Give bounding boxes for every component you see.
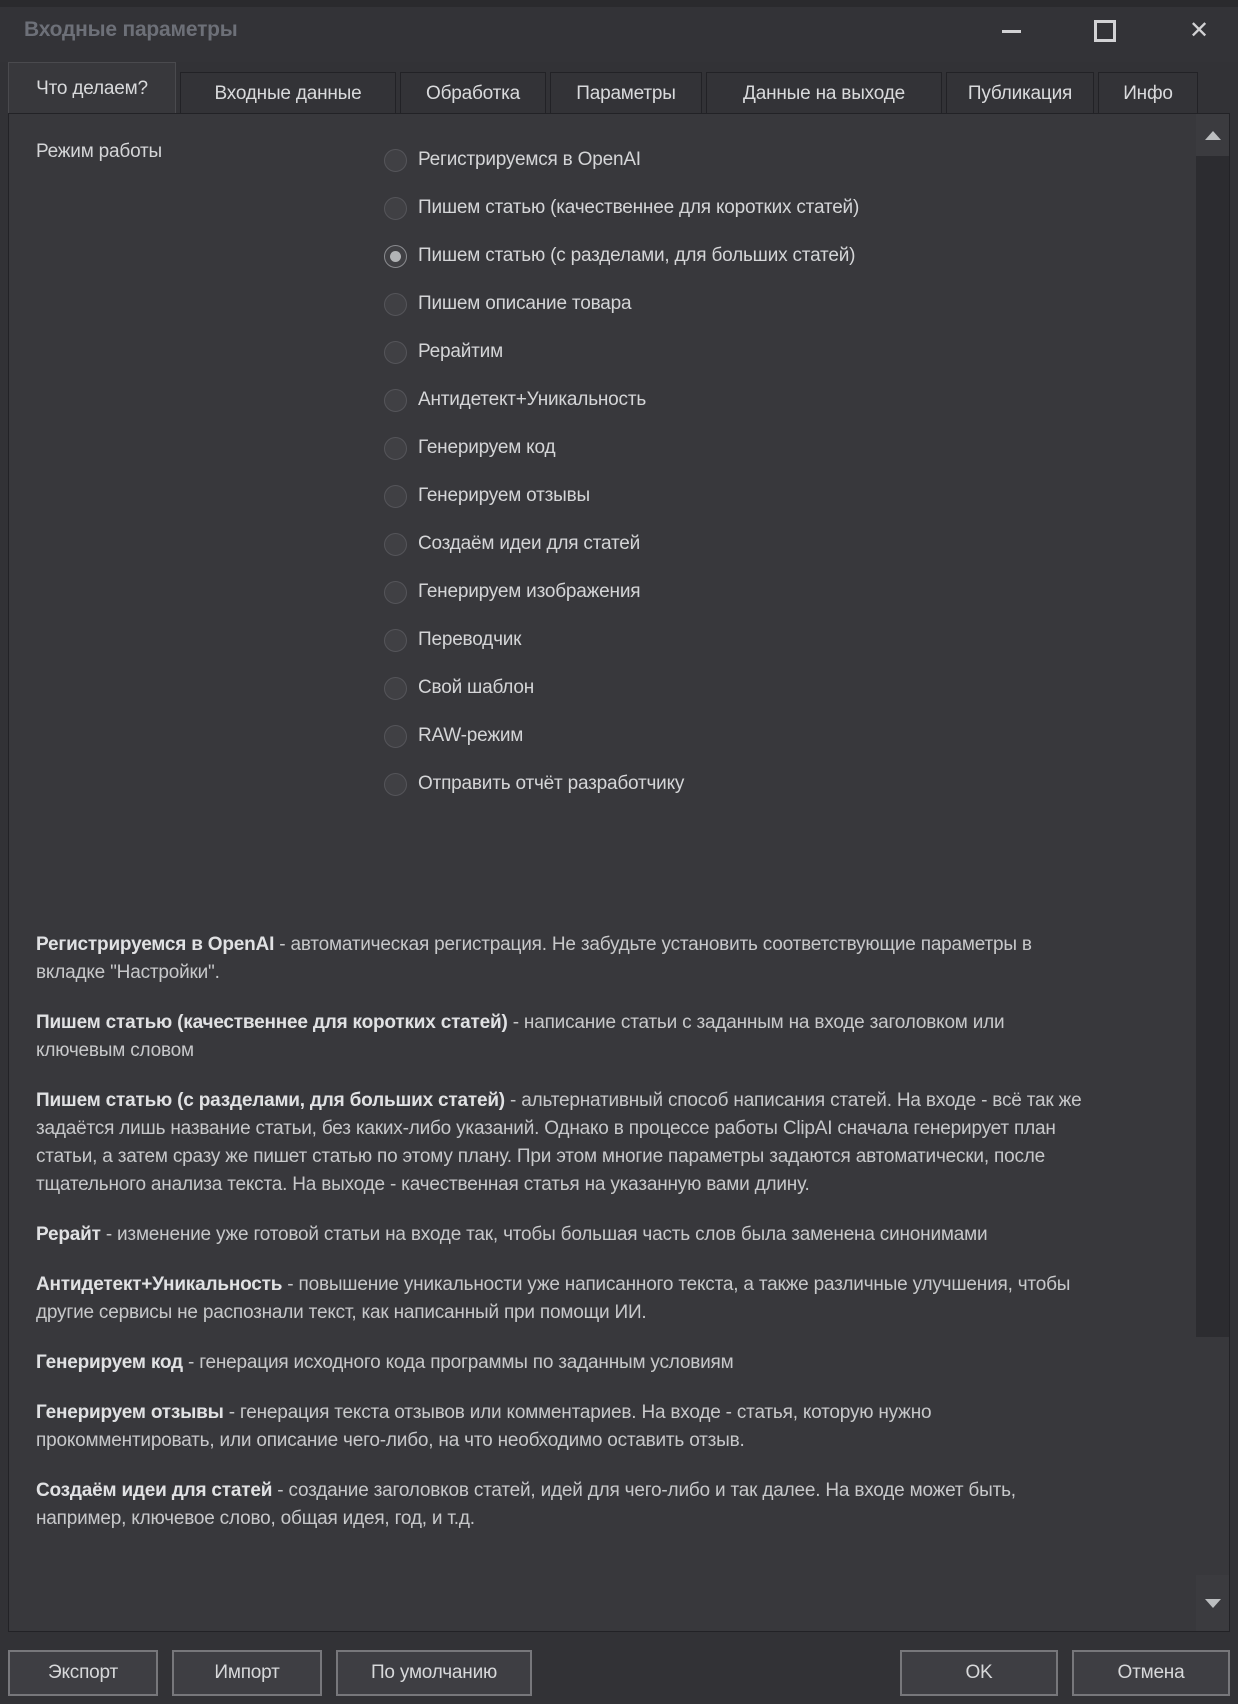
export-button[interactable]: Экспорт	[8, 1650, 158, 1696]
maximize-button[interactable]	[1088, 11, 1122, 51]
work-mode-section	[9, 114, 1197, 808]
radio-button-icon	[384, 293, 407, 316]
radio-button-icon	[384, 485, 407, 508]
minimize-icon	[1002, 30, 1021, 33]
radio-label: Переводчик	[418, 629, 522, 650]
radio-label: Рерайтим	[418, 341, 503, 362]
radio-label: Отправить отчёт разработчику	[418, 773, 685, 794]
tab-input-data[interactable]: Входные данные	[180, 72, 396, 114]
tab-processing[interactable]: Обработка	[400, 72, 546, 114]
radio-button-icon	[384, 437, 407, 460]
description-paragraph: Пишем статью (с разделами, для больших статей) - альтернативный способ написания статей. На входе - всё так же задаётся лишь название статьи, без каких-либо указаний. Однако в процессе работы ClipAI сначала генерирует план статьи, а затем сразу же пишет статью по этому плану. При этом многие параметры задаются автоматически, после тщательного анализа текста. На выходе - качественная статья на указанную вами длину.	[36, 1090, 1082, 1195]
radio-button-icon	[384, 677, 407, 700]
what-we-do-content	[9, 114, 1197, 1631]
vertical-scrollbar[interactable]	[1196, 114, 1229, 1631]
window-controls	[934, 0, 1216, 62]
radio-custom-template[interactable]	[384, 664, 859, 712]
radio-label: Антидетект+Уникальность	[418, 389, 647, 410]
radio-generate-images[interactable]	[384, 568, 859, 616]
description-paragraph: Регистрируемся в OpenAI - автоматическая регистрация. Не забудьте установить соответствующие параметры в вкладке "Настройки".	[36, 934, 1032, 983]
radio-register-openai[interactable]	[384, 136, 859, 184]
radio-label: RAW-режим	[418, 725, 524, 746]
radio-button-icon	[384, 149, 407, 172]
radio-label: Свой шаблон	[418, 677, 535, 698]
radio-product-description[interactable]	[384, 280, 859, 328]
cancel-button[interactable]: Отмена	[1072, 1650, 1230, 1696]
tab-bar	[8, 62, 1230, 114]
description-paragraph: Создаём идеи для статей - создание заголовков статей, идей для чего-либо и так далее. На входе может быть, например, ключевое слово, общая идея, год, и т.д.	[36, 1480, 1016, 1529]
description-paragraph: Генерируем код - генерация исходного кода программы по заданным условиям	[36, 1352, 734, 1373]
ok-button[interactable]: OK	[900, 1650, 1058, 1696]
radio-article-ideas[interactable]	[384, 520, 859, 568]
defaults-button[interactable]: По умолчанию	[336, 1650, 532, 1696]
tab-parameters[interactable]: Параметры	[550, 72, 702, 114]
radio-button-icon	[384, 629, 407, 652]
description-paragraph: Пишем статью (качественнее для коротких статей) - написание статьи с заданным на входе заголовком или ключевым словом	[36, 1012, 1005, 1061]
radio-button-icon	[384, 581, 407, 604]
radio-generate-reviews[interactable]	[384, 472, 859, 520]
scroll-down-icon	[1205, 1599, 1221, 1608]
work-mode-label: Режим работы	[36, 141, 162, 162]
radio-write-article-sections[interactable]	[384, 232, 859, 280]
description-paragraph: Антидетект+Уникальность - повышение уникальности уже написанного текста, а также различные улучшения, чтобы другие сервисы не распознали текст, как написанный при помощи ИИ.	[36, 1274, 1071, 1323]
tab-content-pane	[8, 113, 1230, 1632]
scroll-up-icon	[1205, 131, 1221, 140]
radio-label: Пишем статью (с разделами, для больших статей)	[418, 245, 856, 266]
work-mode-radio-group	[384, 136, 859, 808]
radio-label: Создаём идеи для статей	[418, 533, 641, 554]
scroll-up-button[interactable]	[1196, 114, 1229, 156]
radio-label: Пишем описание товара	[418, 293, 632, 314]
tab-output-data[interactable]: Данные на выходе	[706, 72, 942, 114]
close-icon: ✕	[1189, 17, 1209, 44]
radio-send-report[interactable]	[384, 760, 859, 808]
scrollbar-thumb[interactable]	[1196, 156, 1229, 1337]
description-paragraph: Рерайт - изменение уже готовой статьи на входе так, чтобы большая часть слов была заменена синонимами	[36, 1224, 988, 1245]
radio-button-icon	[384, 341, 407, 364]
radio-button-icon	[384, 773, 407, 796]
minimize-button[interactable]	[994, 11, 1028, 51]
import-button[interactable]: Импорт	[172, 1650, 322, 1696]
radio-label: Генерируем код	[418, 437, 556, 458]
radio-button-icon	[384, 245, 407, 268]
radio-button-icon	[384, 533, 407, 556]
radio-rewrite[interactable]	[384, 328, 859, 376]
titlebar	[0, 0, 1238, 62]
window-title: Входные параметры	[24, 18, 238, 41]
radio-label: Генерируем отзывы	[418, 485, 590, 506]
close-button[interactable]	[1182, 11, 1216, 51]
radio-label: Регистрируемся в OpenAI	[418, 149, 641, 170]
radio-translator[interactable]	[384, 616, 859, 664]
radio-button-icon	[384, 389, 407, 412]
scroll-down-button[interactable]	[1196, 1575, 1229, 1631]
description-paragraph: Генерируем отзывы - генерация текста отзывов или комментариев. На входе - статья, которую нужно прокомментировать, или описание чего-либо, на что необходимо оставить отзыв.	[36, 1402, 932, 1451]
tab-publication[interactable]: Публикация	[946, 72, 1094, 114]
mode-descriptions	[9, 931, 1091, 1533]
footer-button-bar	[0, 1640, 1238, 1704]
radio-label: Генерируем изображения	[418, 581, 641, 602]
radio-dot-icon	[390, 251, 401, 262]
tab-what-we-do[interactable]: Что делаем?	[8, 62, 176, 114]
maximize-icon	[1094, 20, 1116, 42]
work-mode-label-column	[9, 136, 384, 808]
radio-label: Пишем статью (качественнее для коротких статей)	[418, 197, 860, 218]
radio-antidetect-uniqueness[interactable]	[384, 376, 859, 424]
radio-button-icon	[384, 197, 407, 220]
radio-write-article-short[interactable]	[384, 184, 859, 232]
radio-button-icon	[384, 725, 407, 748]
tab-info[interactable]: Инфо	[1098, 72, 1198, 114]
radio-generate-code[interactable]	[384, 424, 859, 472]
radio-raw-mode[interactable]	[384, 712, 859, 760]
